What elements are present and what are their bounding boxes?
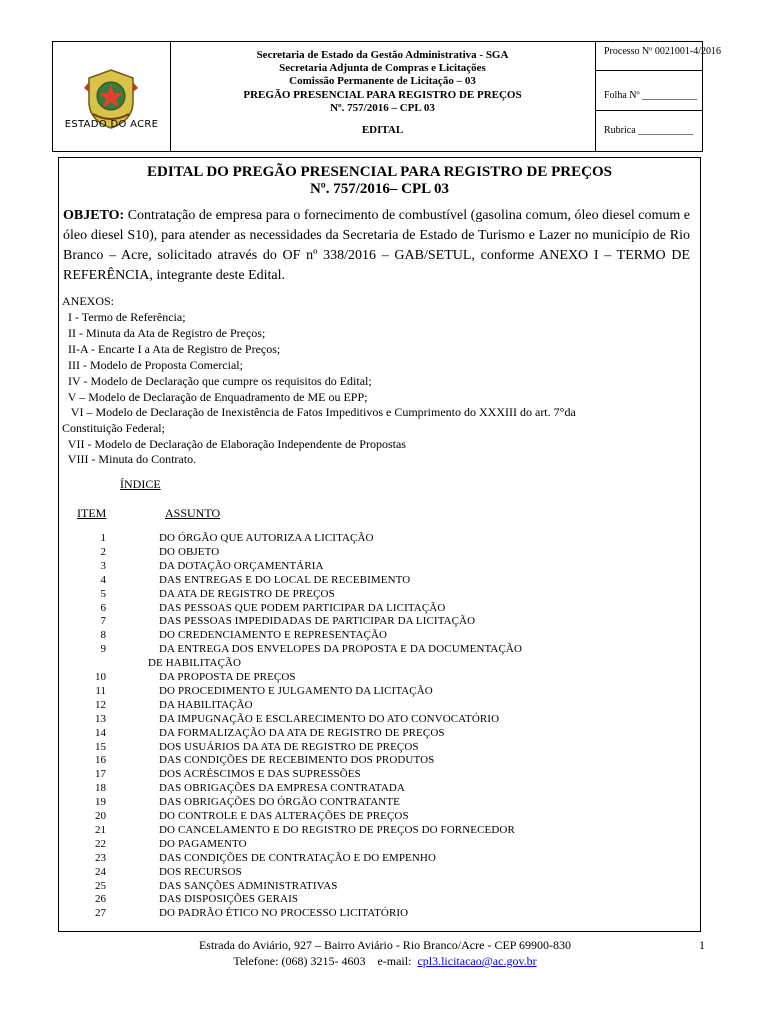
item-number: 7: [100, 615, 106, 628]
objeto-label: OBJETO:: [63, 208, 125, 223]
item-subject: DO CREDENCIAMENTO E REPRESENTAÇÃO: [159, 629, 388, 642]
item-number: 8: [100, 629, 106, 642]
assunto-column-header: ASSUNTO: [165, 506, 221, 520]
item-subject-continuation: DE HABILITAÇÃO: [148, 657, 242, 670]
email-link[interactable]: cpl3.licitacao@ac.gov.br: [417, 954, 537, 968]
objeto-paragraph: [63, 206, 690, 286]
item-number: 25: [95, 879, 106, 892]
item-number: 27: [95, 907, 106, 920]
item-number: 20: [95, 810, 106, 822]
item-subject: DAS PESSOAS IMPEDIDADAS DE PARTICIPAR DA LICITAÇÃO: [159, 615, 476, 628]
item-number: 12: [95, 698, 106, 711]
item-subject: DOS RECURSOS: [159, 865, 242, 878]
divider: [595, 70, 702, 71]
item-number: 2: [100, 545, 106, 558]
item-column-header: ITEM: [77, 506, 107, 520]
item-subject: DA PROPOSTA DE PREÇOS: [159, 671, 296, 683]
item-subject: DAS PESSOAS QUE PODEM PARTICIPAR DA LICITAÇÃO: [159, 601, 446, 614]
anexo-item: III - Modelo de Proposta Comercial;: [62, 358, 243, 372]
item-subject: DA HABILITAÇÃO: [159, 698, 253, 711]
item-subject: DAS OBRIGAÇÕES DO ÓRGÃO CONTRATANTE: [159, 796, 400, 809]
anexo-item: II-A - Encarte I a Ata de Registro de Preços;: [62, 342, 281, 356]
header-line-comissao: Comissão Permanente de Licitação – 03: [289, 75, 476, 87]
item-number: 17: [95, 768, 106, 781]
item-number: 26: [95, 893, 106, 906]
item-number: 6: [100, 601, 106, 614]
item-number: 18: [95, 782, 106, 795]
edital-content-box: [58, 157, 701, 932]
footer-phone: Telefone: (068) 3215- 4603 e-mail:: [233, 954, 418, 968]
item-subject: DO PADRÃO ÉTICO NO PROCESSO LICITATÓRIO: [159, 907, 409, 920]
anexo-item: VI – Modelo de Declaração de Inexistência de Fatos Impeditivos e Cumprimento do XXXIII do art. 7°da: [62, 405, 576, 419]
item-number: 11: [95, 684, 106, 697]
item-subject: DA DOTAÇÃO ORÇAMENTÁRIA: [159, 559, 324, 572]
item-subject: DO CANCELAMENTO E DO REGISTRO DE PREÇOS DO FORNECEDOR: [159, 823, 515, 836]
header-line-compras: Secretaria Adjunta de Compras e Licitações: [279, 62, 486, 74]
header-line-edital: EDITAL: [361, 124, 404, 136]
edital-number: Nº. 757/2016– CPL 03: [309, 181, 450, 197]
item-number: 23: [95, 851, 106, 864]
folha-field: Folha Nº ___________: [604, 90, 698, 101]
item-subject: DO OBJETO: [159, 545, 220, 558]
item-subject: DA FORMALIZAÇÃO DA ATA DE REGISTRO DE PREÇOS: [159, 726, 445, 739]
header-line-sga: Secretaria de Estado da Gestão Administrativa - SGA: [256, 49, 509, 61]
item-subject: DOS ACRÉSCIMOS E DAS SUPRESSÕES: [159, 768, 361, 781]
header-title-cell: [170, 42, 596, 151]
item-subject: DA IMPUGNAÇÃO E ESCLARECIMENTO DO ATO CONVOCATÓRIO: [159, 712, 500, 725]
header-process-cell: [595, 42, 721, 151]
logo-cell: [53, 42, 171, 151]
anexo-item: I - Termo de Referência;: [62, 310, 186, 324]
item-subject: DAS DISPOSIÇÕES GERAIS: [159, 893, 299, 906]
edital-title: EDITAL DO PREGÃO PRESENCIAL PARA REGISTRO DE PREÇOS: [147, 164, 612, 180]
processo-number: Processo Nº 0021001-4/2016: [604, 46, 721, 57]
item-number: 1: [100, 532, 106, 544]
header-line-pregao: PREGÃO PRESENCIAL PARA REGISTRO DE PREÇOS: [243, 89, 522, 101]
page-number: 1: [699, 938, 705, 952]
item-subject: DA ENTREGA DOS ENVELOPES DA PROPOSTA E DA DOCUMENTAÇÃO: [159, 643, 523, 656]
item-number: 14: [95, 726, 106, 739]
item-number: 5: [100, 587, 106, 600]
item-number: 13: [95, 712, 106, 725]
item-subject: DAS OBRIGAÇÕES DA EMPRESA CONTRATADA: [159, 782, 405, 795]
item-subject: DO ÓRGÃO QUE AUTORIZA A LICITAÇÃO: [159, 532, 374, 544]
divider: [595, 110, 702, 111]
item-subject: DA ATA DE REGISTRO DE PREÇOS: [159, 587, 335, 600]
item-subject: DO PAGAMENTO: [159, 837, 247, 850]
header-line-numero: Nº. 757/2016 – CPL 03: [330, 102, 435, 114]
item-subject: DAS CONDIÇÕES DE RECEBIMENTO DOS PRODUTOS: [159, 754, 435, 767]
item-number: 3: [100, 559, 106, 572]
item-number: 21: [95, 823, 106, 836]
state-label: ESTADO DO ACRE: [64, 119, 159, 130]
item-number: 16: [95, 754, 106, 767]
anexo-item: IV - Modelo de Declaração que cumpre os requisitos do Edital;: [62, 374, 372, 388]
anexo-item: VIII - Minuta do Contrato.: [62, 452, 197, 466]
item-number: 10: [95, 671, 106, 683]
indice-heading: ÍNDICE: [120, 477, 161, 491]
anexo-item: Constituição Federal;: [62, 421, 165, 435]
item-number: 4: [100, 573, 106, 586]
anexos-heading: ANEXOS:: [62, 294, 115, 308]
item-subject: DAS CONDIÇÕES DE CONTRATAÇÃO E DO EMPENHO: [159, 851, 437, 864]
anexo-item: VII - Modelo de Declaração de Elaboração Independente de Propostas: [62, 437, 406, 451]
footer-address: Estrada do Aviário, 927 – Bairro Aviário - Rio Branco/Acre - CEP 69900-830: [198, 938, 572, 952]
item-number: 24: [95, 865, 106, 878]
footer-contact: [0, 953, 770, 969]
item-number: 15: [95, 740, 106, 753]
item-number: 19: [95, 796, 106, 809]
anexo-item: II - Minuta da Ata de Registro de Preços;: [62, 326, 266, 340]
item-subject: DOS USUÁRIOS DA ATA DE REGISTRO DE PREÇOS: [159, 740, 419, 753]
document-header: [52, 41, 721, 152]
anexo-item: V – Modelo de Declaração de Enquadramento de ME ou EPP;: [62, 390, 368, 404]
item-number: 22: [95, 837, 106, 850]
item-number: 9: [100, 643, 106, 656]
objeto-text: Contratação de empresa para o fornecimento de combustível (gasolina comum, óleo diesel comum e óleo diesel S10), para atender as necessidades da Secretaria de Estado de Turismo e Lazer no município de Rio Branco – Acre, solicitado através do OF nº 338/2016 – GAB/SETUL, conforme ANEXO I – TERMO DE REFERÊNCIA, integrante deste Edital.: [63, 208, 690, 283]
rubrica-field: Rubrica ___________: [604, 125, 694, 136]
item-subject: DO PROCEDIMENTO E JULGAMENTO DA LICITAÇÃO: [159, 684, 433, 697]
item-subject: DAS ENTREGAS E DO LOCAL DE RECEBIMENTO: [159, 573, 411, 586]
item-subject: DO CONTROLE E DAS ALTERAÇÕES DE PREÇOS: [159, 810, 409, 822]
item-subject: DAS SANÇÕES ADMINISTRATIVAS: [159, 879, 338, 892]
